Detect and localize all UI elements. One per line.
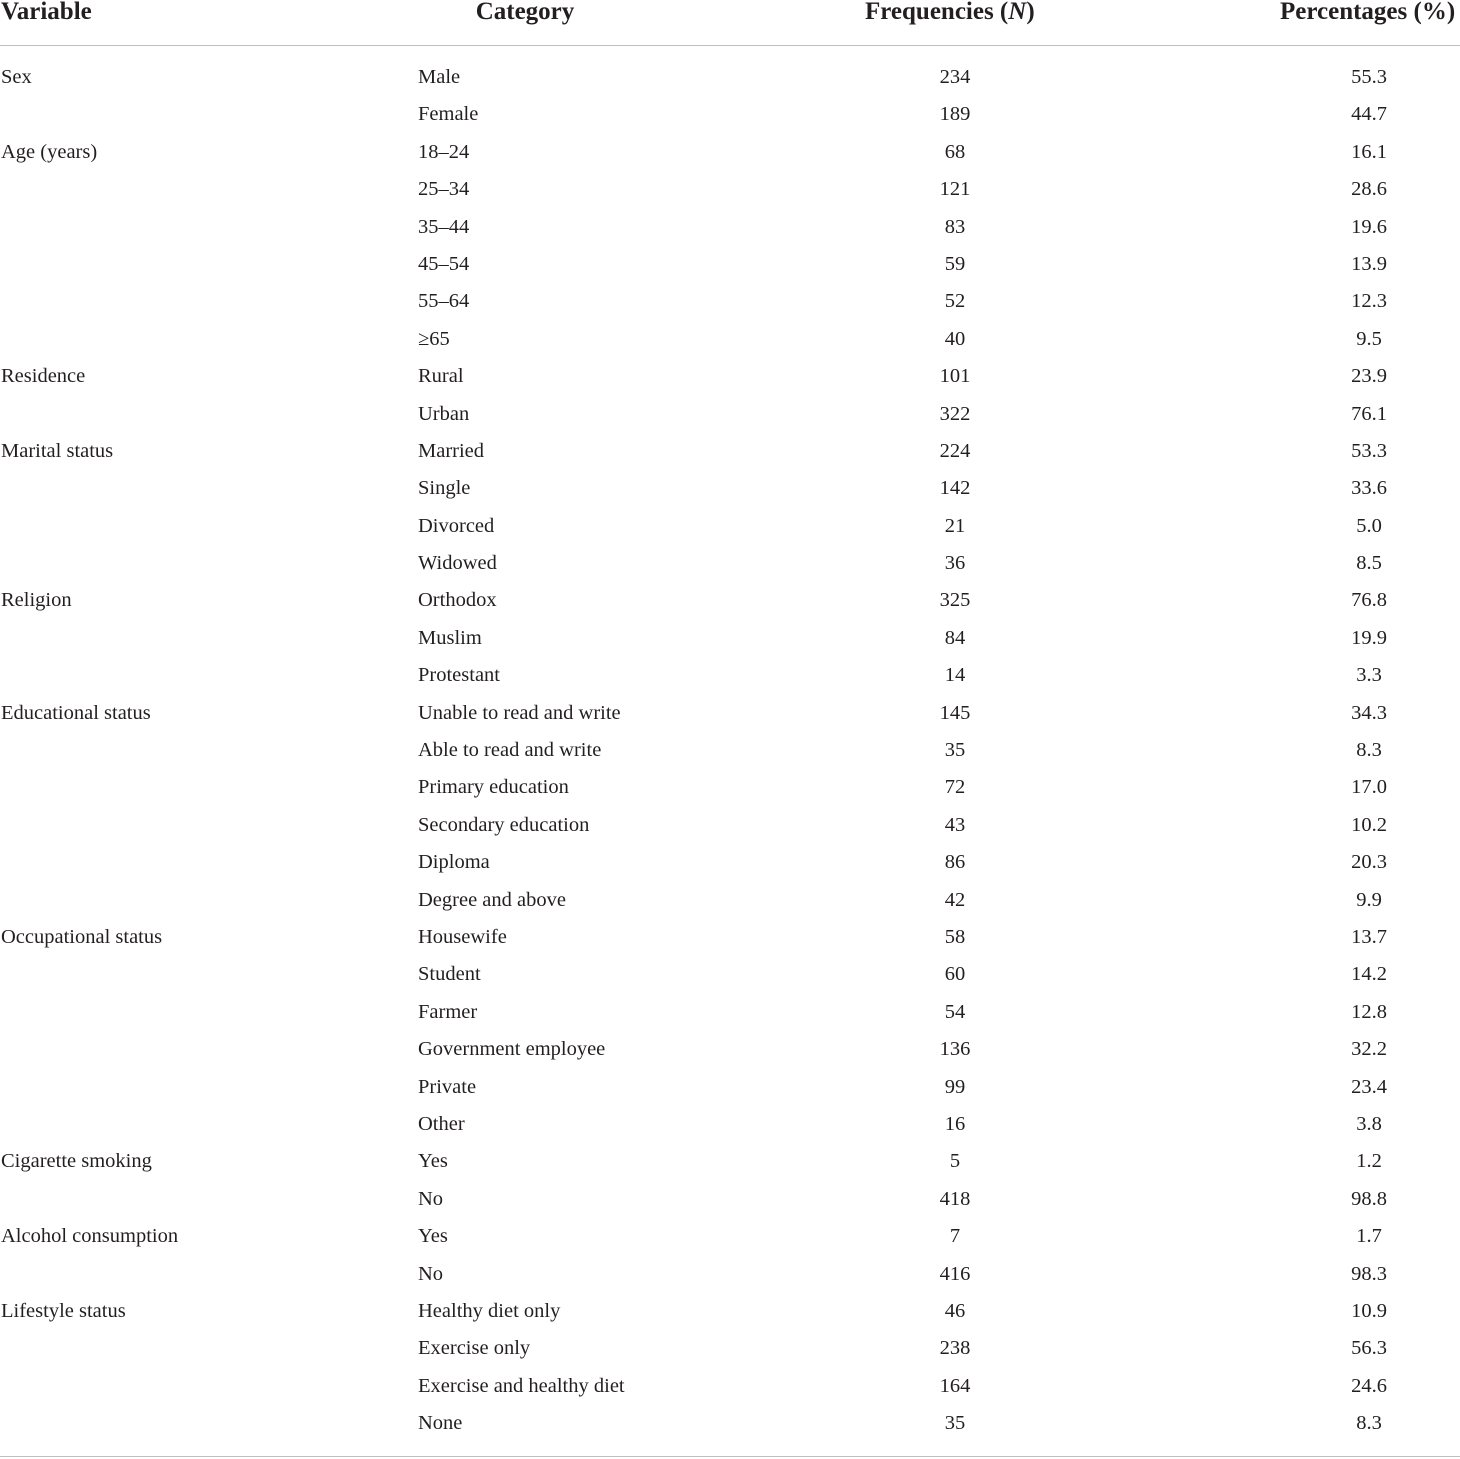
percentage-cell: 76.8 — [1351, 589, 1387, 612]
category-cell: Muslim — [418, 626, 482, 649]
percentage-cell: 9.5 — [1356, 327, 1382, 350]
table-row — [0, 470, 1460, 507]
frequency-cell: 99 — [944, 1075, 966, 1098]
category-cell: 18–24 — [418, 140, 470, 163]
frequency-cell: 416 — [939, 1262, 971, 1285]
percentage-cell: 1.7 — [1356, 1225, 1382, 1248]
table-row — [0, 59, 1460, 96]
header-frequencies-text: Frequencies ( — [865, 0, 1009, 25]
category-cell: Healthy diet only — [418, 1299, 561, 1322]
category-cell: 35–44 — [418, 215, 470, 238]
table-row — [0, 1405, 1460, 1442]
percentage-cell: 13.7 — [1351, 925, 1387, 948]
category-cell: None — [418, 1412, 463, 1435]
variable-cell: Sex — [1, 66, 32, 88]
category-cell: Diploma — [418, 851, 490, 874]
percentage-cell: 98.3 — [1351, 1262, 1387, 1285]
category-cell: Farmer — [418, 1000, 478, 1023]
frequency-cell: 238 — [939, 1337, 971, 1360]
category-cell: Degree and above — [418, 888, 566, 911]
category-cell: Exercise only — [418, 1337, 531, 1360]
table-row — [0, 620, 1460, 657]
category-cell: Able to read and write — [418, 739, 602, 762]
category-cell: 55–64 — [418, 290, 470, 313]
table-row — [0, 358, 1460, 395]
frequency-cell: 325 — [939, 589, 971, 612]
percentage-cell: 13.9 — [1351, 252, 1387, 275]
table-bottom-rule — [0, 1456, 1460, 1457]
frequency-cell: 52 — [944, 290, 966, 313]
percentage-cell: 56.3 — [1351, 1337, 1387, 1360]
variable-cell: Residence — [1, 365, 86, 388]
header-frequencies-close: ) — [1026, 0, 1035, 25]
frequency-cell: 142 — [939, 477, 971, 500]
variable-cell: Marital status — [1, 439, 114, 462]
table-row — [0, 1143, 1460, 1180]
frequency-cell: 145 — [939, 701, 971, 724]
frequency-cell: 5 — [949, 1150, 961, 1173]
frequency-cell: 72 — [944, 776, 966, 799]
category-cell: ≥65 — [418, 327, 450, 350]
frequency-cell: 224 — [939, 439, 971, 462]
percentage-cell: 10.9 — [1351, 1299, 1387, 1322]
table-row — [0, 994, 1460, 1031]
category-cell: Divorced — [418, 514, 495, 537]
frequency-cell: 58 — [944, 925, 966, 948]
frequency-cell: 7 — [949, 1225, 961, 1248]
percentage-cell: 14.2 — [1351, 963, 1387, 986]
category-cell: Government employee — [418, 1038, 606, 1061]
percentage-cell: 55.3 — [1351, 66, 1387, 88]
frequency-cell: 43 — [944, 813, 966, 836]
category-cell: Orthodox — [418, 589, 497, 612]
percentage-cell: 5.0 — [1356, 514, 1382, 537]
table-row — [0, 545, 1460, 582]
category-cell: Secondary education — [418, 813, 590, 836]
category-cell: 25–34 — [418, 178, 470, 201]
frequency-cell: 136 — [939, 1038, 971, 1061]
percentage-cell: 1.2 — [1356, 1150, 1382, 1173]
percentage-cell: 8.3 — [1356, 1412, 1382, 1435]
header-category: Category — [475, 0, 575, 25]
category-cell: No — [418, 1187, 444, 1210]
frequency-cell: 418 — [939, 1187, 971, 1210]
percentage-cell: 23.4 — [1351, 1075, 1387, 1098]
category-cell: Private — [418, 1075, 477, 1098]
category-cell: Other — [418, 1112, 465, 1135]
frequency-cell: 36 — [944, 552, 966, 575]
table-body — [0, 59, 1460, 1442]
category-cell: Widowed — [418, 552, 497, 575]
percentage-cell: 20.3 — [1351, 851, 1387, 874]
category-cell: Unable to read and write — [418, 701, 621, 724]
percentage-cell: 8.5 — [1356, 552, 1382, 575]
category-cell: Protestant — [418, 664, 500, 687]
percentage-cell: 10.2 — [1351, 813, 1387, 836]
percentage-cell: 32.2 — [1351, 1038, 1387, 1061]
frequency-cell: 322 — [939, 402, 971, 425]
frequency-cell: 164 — [939, 1374, 971, 1397]
category-cell: Single — [418, 477, 471, 500]
percentage-cell: 44.7 — [1351, 103, 1387, 126]
frequency-cell: 35 — [944, 1412, 966, 1435]
category-cell: Exercise and healthy diet — [418, 1374, 625, 1397]
percentage-cell: 9.9 — [1356, 888, 1382, 911]
table-row — [0, 844, 1460, 881]
table-header-row — [0, 0, 1460, 46]
frequency-cell: 21 — [944, 514, 966, 537]
table-row — [0, 134, 1460, 171]
frequency-cell: 42 — [944, 888, 966, 911]
category-cell: No — [418, 1262, 444, 1285]
category-cell: Yes — [418, 1225, 448, 1248]
percentage-cell: 33.6 — [1351, 477, 1387, 500]
table-row — [0, 1031, 1460, 1068]
table-row — [0, 1069, 1460, 1106]
frequency-cell: 40 — [944, 327, 966, 350]
table-row — [0, 1368, 1460, 1405]
percentage-cell: 12.8 — [1351, 1000, 1387, 1023]
frequency-cell: 54 — [944, 1000, 966, 1023]
header-percentages: Percentages (%) — [1280, 0, 1456, 25]
table-row — [0, 246, 1460, 283]
variable-cell: Lifestyle status — [1, 1299, 126, 1322]
table-row — [0, 433, 1460, 470]
variable-cell: Alcohol consumption — [1, 1225, 179, 1248]
percentage-cell: 34.3 — [1351, 701, 1387, 724]
table-row — [0, 1256, 1460, 1293]
table-row — [0, 769, 1460, 806]
table-row — [0, 1293, 1460, 1330]
frequency-cell: 86 — [944, 851, 966, 874]
percentage-cell: 19.6 — [1351, 215, 1387, 238]
percentage-cell: 16.1 — [1351, 140, 1387, 163]
table-row — [0, 956, 1460, 993]
frequency-cell: 83 — [944, 215, 966, 238]
table-row — [0, 732, 1460, 769]
category-cell: Female — [418, 103, 479, 126]
frequency-cell: 60 — [944, 963, 966, 986]
table-row — [0, 582, 1460, 619]
category-cell: Yes — [418, 1150, 448, 1173]
variable-cell: Educational status — [1, 701, 151, 724]
frequency-cell: 234 — [939, 66, 971, 88]
percentage-cell: 98.8 — [1351, 1187, 1387, 1210]
table-row — [0, 1330, 1460, 1367]
percentage-cell: 19.9 — [1351, 626, 1387, 649]
percentage-cell: 3.8 — [1356, 1112, 1382, 1135]
frequency-cell: 35 — [944, 739, 966, 762]
table-row — [0, 96, 1460, 133]
percentage-cell: 8.3 — [1356, 739, 1382, 762]
variable-cell: Occupational status — [1, 925, 163, 948]
percentage-cell: 53.3 — [1351, 439, 1387, 462]
frequency-cell: 121 — [939, 178, 971, 201]
table-row — [0, 209, 1460, 246]
table-row — [0, 396, 1460, 433]
table-row — [0, 1181, 1460, 1218]
category-cell: 45–54 — [418, 252, 470, 275]
table-row — [0, 283, 1460, 320]
table-row — [0, 807, 1460, 844]
category-cell: Student — [418, 963, 481, 986]
category-cell: Male — [418, 66, 461, 88]
category-cell: Housewife — [418, 925, 507, 948]
percentage-cell: 12.3 — [1351, 290, 1387, 313]
table-row — [0, 1218, 1460, 1255]
category-cell: Rural — [418, 365, 464, 388]
category-cell: Urban — [418, 402, 470, 425]
percentage-cell: 28.6 — [1351, 178, 1387, 201]
table-row — [0, 657, 1460, 694]
header-variable: Variable — [1, 0, 92, 25]
frequency-cell: 68 — [944, 140, 966, 163]
percentage-cell: 76.1 — [1351, 402, 1387, 425]
category-cell: Married — [418, 439, 485, 462]
table-row — [0, 919, 1460, 956]
frequency-cell: 84 — [944, 626, 966, 649]
percentage-cell: 17.0 — [1351, 776, 1387, 799]
header-frequencies — [865, 0, 1035, 29]
variable-cell: Religion — [1, 589, 72, 612]
frequency-cell: 14 — [944, 664, 966, 687]
variable-cell: Age (years) — [1, 140, 98, 163]
percentage-cell: 24.6 — [1351, 1374, 1387, 1397]
table-row — [0, 508, 1460, 545]
frequency-cell: 16 — [944, 1112, 966, 1135]
category-cell: Primary education — [418, 776, 569, 799]
frequency-cell: 189 — [939, 103, 971, 126]
table-row — [0, 321, 1460, 358]
frequency-cell: 46 — [944, 1299, 966, 1322]
frequency-cell: 59 — [944, 252, 966, 275]
variable-cell: Cigarette smoking — [1, 1150, 152, 1173]
table-row — [0, 695, 1460, 732]
table-row — [0, 1106, 1460, 1143]
percentage-cell: 3.3 — [1356, 664, 1382, 687]
header-frequencies-symbol: N — [1008, 0, 1027, 25]
percentage-cell: 23.9 — [1351, 365, 1387, 388]
table-row — [0, 882, 1460, 919]
frequency-cell: 101 — [939, 365, 971, 388]
table-row — [0, 171, 1460, 208]
